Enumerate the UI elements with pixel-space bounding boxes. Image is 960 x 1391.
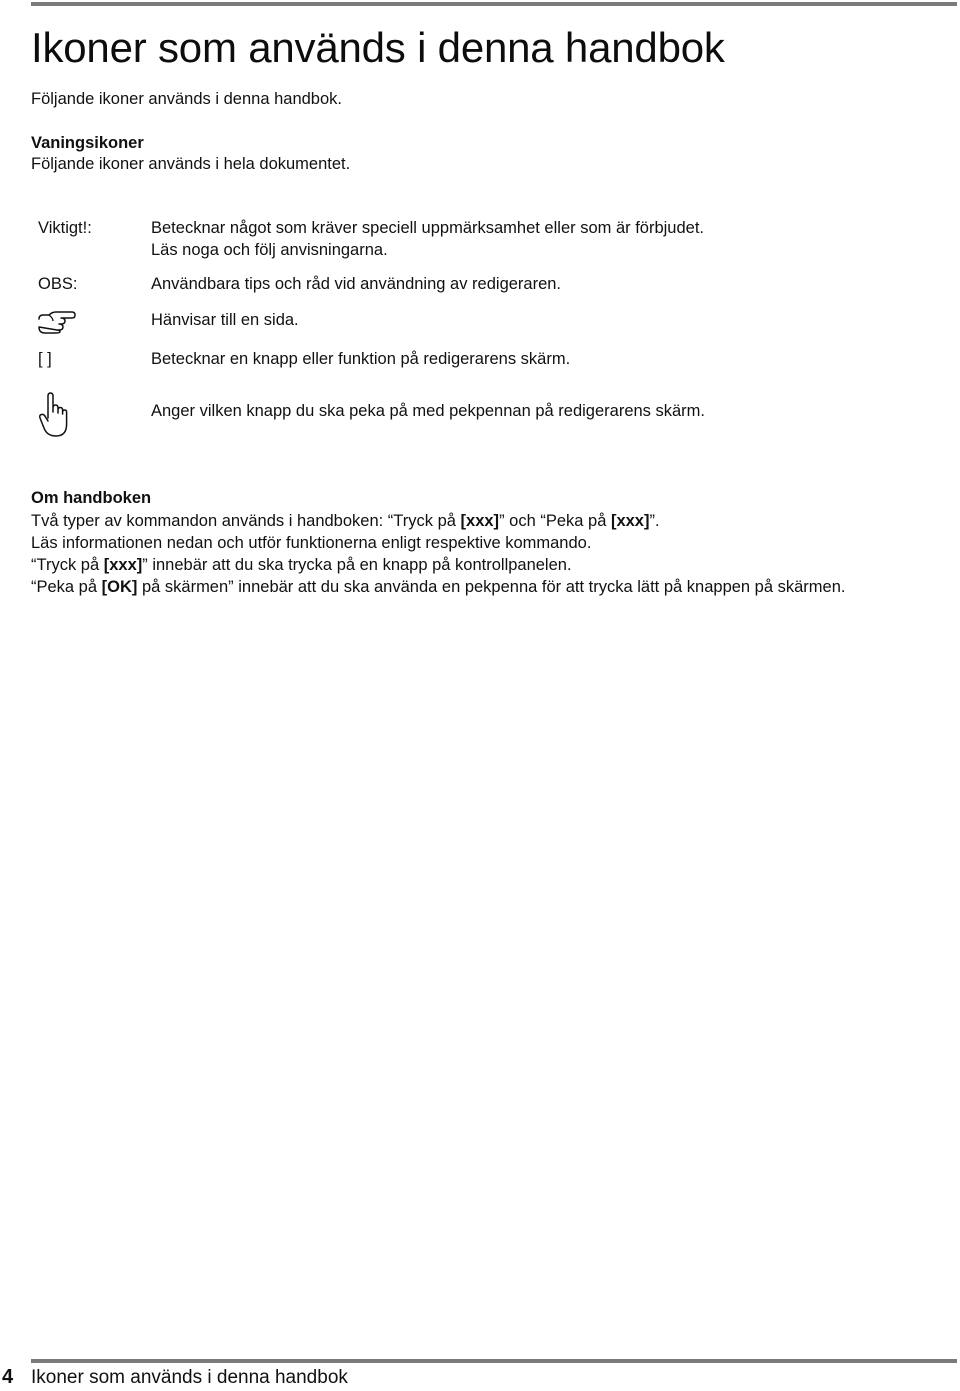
pointing-hand-icon xyxy=(37,310,77,334)
about-heading: Om handboken xyxy=(31,489,152,507)
note-label: OBS: xyxy=(38,275,78,293)
page-number: 4 xyxy=(2,1366,14,1388)
note-desc: Användbara tips och råd vid användning av redigeraren. xyxy=(151,275,562,293)
intro-text: Följande ikoner används i denna handbok. xyxy=(31,90,342,108)
icons-heading: Vaningsikoner xyxy=(31,134,144,152)
page-ref-desc: Hänvisar till en sida. xyxy=(151,311,299,329)
about-line-3: “Tryck på [xxx]” innebär att du ska trycka på en knapp på kontrollpanelen. xyxy=(31,556,572,574)
important-desc-line1: Betecknar något som kräver speciell uppmärksamhet eller som är förbjudet. xyxy=(151,219,704,237)
button-desc: Betecknar en knapp eller funktion på redigerarens skärm. xyxy=(151,350,571,368)
tap-hand-icon xyxy=(38,392,68,438)
important-label: Viktigt!: xyxy=(38,219,92,237)
icons-intro: Följande ikoner används i hela dokumentet. xyxy=(31,155,351,173)
about-line-4: “Peka på [OK] på skärmen” innebär att du ska använda en pekpenna för att trycka lätt på knappen på skärmen. xyxy=(31,578,846,596)
bracket-label: [ ] xyxy=(38,350,52,368)
footer-title: Ikoner som används i denna handbok xyxy=(31,1367,348,1388)
important-desc-line2: Läs noga och följ anvisningarna. xyxy=(151,241,388,259)
page-title: Ikoner som används i denna handbok xyxy=(31,24,725,71)
top-rule xyxy=(31,2,957,6)
tap-desc: Anger vilken knapp du ska peka på med pekpennan på redigerarens skärm. xyxy=(151,402,706,420)
bottom-rule xyxy=(31,1359,957,1363)
about-line-1: Två typer av kommandon används i handboken: “Tryck på [xxx]” och “Peka på [xxx]”. xyxy=(31,512,660,530)
about-line-2: Läs informationen nedan och utför funktionerna enligt respektive kommando. xyxy=(31,534,592,552)
